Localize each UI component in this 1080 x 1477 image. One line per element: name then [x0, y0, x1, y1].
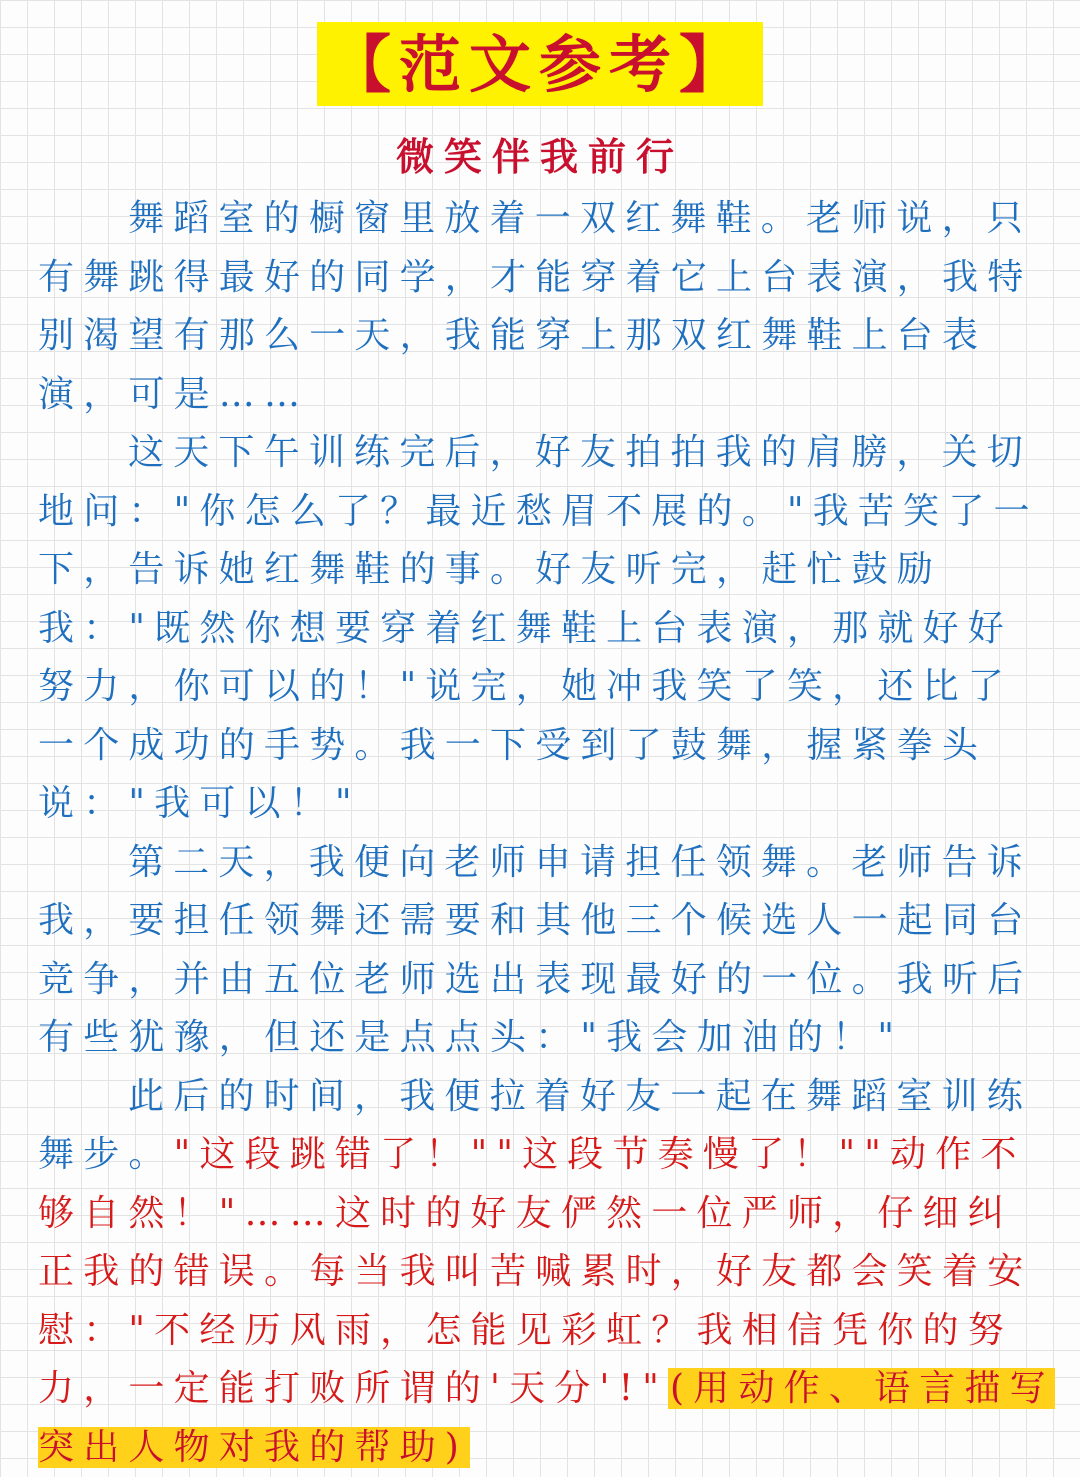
annotation-note: (用动作、语言描写突出人物对我的帮助) [38, 1368, 1055, 1468]
paragraph-2: 这天下午训练完后，好友拍拍我的肩膀，关切地问："你怎么了？最近愁眉不展的。"我苦笑了一下，告诉她红舞鞋的事。好友听完，赶忙鼓励我："既然你想要穿着红舞鞋上台表演，那就好好努力，你可以的！"说完，她冲我笑了笑，还比了一个成功的手势。我一下受到了鼓舞，握紧拳头说："我可以！" [38, 424, 1058, 834]
paragraph-4-blue-text: 此后的时间，我便拉着好友一起在舞蹈室训练舞步。 [38, 1076, 1032, 1176]
header-title: 【范文参考】 [317, 22, 763, 106]
paragraph-3: 第二天，我便向老师申请担任领舞。老师告诉我，要担任领舞还需要和其他三个候选人一起同台竞争，并由五位老师选出表现最好的一位。我听后有些犹豫，但还是点点头："我会加油的！" [38, 834, 1058, 1068]
paragraph-4 [38, 1068, 1058, 1477]
essay-body [38, 190, 1058, 1477]
essay-title: 微笑伴我前行 [0, 132, 1080, 182]
paragraph-1: 舞蹈室的橱窗里放着一双红舞鞋。老师说，只有舞跳得最好的同学，才能穿着它上台表演，我特别渴望有那么一天，我能穿上那双红舞鞋上台表演，可是…… [38, 190, 1058, 424]
paragraph-4-red-text: "这段跳错了！""这段节奏慢了！""动作不够自然！"……这时的好友俨然一位严师，仔细纠正我的错误。每当我叫苦喊累时，好友都会笑着安慰："不经历风雨，怎能见彩虹？我相信凭你的努力，一定能打败所谓的'天分'!" [38, 1134, 1032, 1409]
header [0, 22, 1080, 106]
